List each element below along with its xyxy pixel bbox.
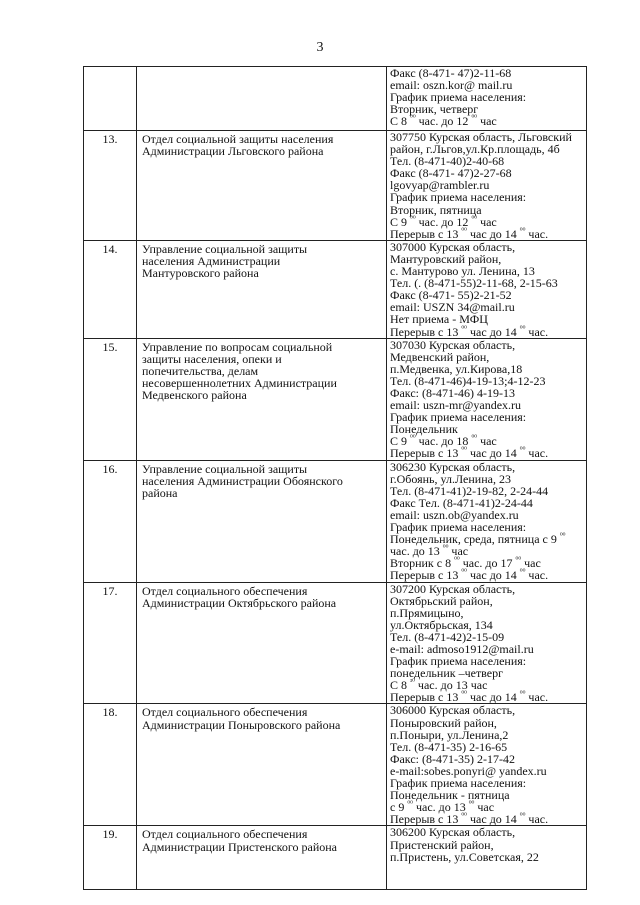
organization-name-line: Отдел социального обеспечения (142, 705, 308, 720)
contact-info-line: п.Прямицыно, (390, 605, 464, 620)
contact-info-line: Факс: (8-471-35) 2-17-42 (390, 751, 515, 766)
contact-info-line: Перерыв с 13 $^{^{00}}$ час до 14 $^{^{00}}$ час. (390, 324, 549, 339)
organization-name-line: Администрации Пристенского района (142, 839, 338, 854)
contact-info-line: 307000 Курская область, (390, 239, 516, 254)
contact-info-line: п.Медвенка, ул.Кирова,18 (390, 361, 523, 376)
organization-name (137, 826, 387, 890)
contact-info-line: Перерыв с 13 $^{^{00}}$ час до 14 $^{^{00}}$ час. (390, 226, 549, 241)
row-number (84, 67, 137, 131)
contact-info-line: Вторник с 8 $^{^{00}}$ час. до 17 $^{^{00}}$ час (390, 556, 541, 571)
contact-info-line: 307750 Курская область, Льговский (390, 130, 572, 144)
organization-name-line: Администрации Льговского района (142, 144, 324, 159)
contact-info (387, 826, 587, 890)
contact-info-line: e-mail:sobes.ponyri@ yandex.ru (390, 763, 547, 778)
contact-info-line: с. Мантурово ул. Ленина, 13 (390, 264, 535, 279)
contact-info-line: Факс Тел. (8-471-41)2-24-44 (390, 495, 533, 510)
contact-info (387, 240, 587, 338)
contact-info (387, 338, 587, 460)
organization-name-line: несовершеннолетних Администрации (142, 375, 337, 390)
table-row (84, 67, 587, 131)
contact-info (387, 704, 587, 826)
contact-info-line: Тел. (. (8-471-55)2-11-68, 2-15-63 (390, 276, 558, 291)
row-number: 16. (84, 460, 137, 582)
organization-name-line: района (142, 485, 178, 500)
row-number: 13. (84, 131, 137, 241)
row-number: 18. (84, 704, 137, 826)
contact-info-line: email: uszn-mr@yandex.ru (390, 398, 522, 413)
contact-info-line: Пристенский район, (390, 837, 494, 852)
contact-info-line: С 8 $^{^{00}}$ час. до 12 $^{^{00}}$ час (390, 114, 497, 129)
contact-info-line: г.Обоянь, ул.Ленина, 23 (390, 471, 511, 486)
table-row (84, 338, 587, 460)
contact-info-line: Перерыв с 13 $^{^{00}}$ час до 14 $^{^{00}}$ час. (390, 446, 549, 461)
organization-name-line: населения Администрации Обоянского (142, 473, 343, 488)
organization-name (137, 582, 387, 704)
contact-info-line: Мантуровский район, (390, 251, 502, 266)
contact-info-line: Октябрьский район, (390, 593, 493, 608)
contact-info-line: 306200 Курская область, (390, 825, 516, 840)
table-row (84, 240, 587, 338)
contact-info-line: email: oszn.kor@ mail.ru (390, 78, 513, 93)
organization-name-line: Медвенского района (142, 387, 247, 402)
contact-info-line: email: USZN 34@mail.ru (390, 300, 515, 315)
contact-info-line: График приема населения: (390, 410, 527, 425)
organization-name-line: защиты населения, опеки и (142, 351, 282, 366)
contact-info-line: п.Пристень, ул.Советская, 22 (390, 849, 539, 864)
row-number: 14. (84, 240, 137, 338)
contact-info (387, 582, 587, 704)
contact-info-line: С 9 $^{^{00}}$ час. до 12 $^{^{00}}$ час (390, 214, 497, 229)
organization-name (137, 704, 387, 826)
organization-name-line: Администрации Поныровского района (142, 717, 341, 732)
organization-name (137, 338, 387, 460)
contact-info-line: час. до 13 $^{^{00}}$ час (390, 544, 469, 559)
contact-info-line: Понедельник, среда, пятница с 9 $^{^{00}}$ (390, 532, 566, 547)
contact-info-line: Медвенский район, (390, 349, 490, 364)
row-number: 15. (84, 338, 137, 460)
organization-name-line: попечительства, делам (142, 363, 259, 378)
contact-info-line: Перерыв с 13 $^{^{00}}$ час до 14 $^{^{00}}$ час. (390, 568, 549, 583)
page-number: 3 (316, 40, 324, 55)
organization-name-line: Управление социальной защиты (142, 241, 308, 256)
organization-name (137, 131, 387, 241)
contact-info (387, 67, 587, 131)
organization-name-line: Управление по вопросам социальной (142, 339, 333, 354)
contact-info-line: График приема населения: (390, 520, 527, 535)
table-row (84, 131, 587, 241)
organization-name-line: Управление социальной защиты (142, 461, 308, 476)
organization-name-line: Отдел социальной защиты населения (142, 132, 334, 146)
contact-info-line: Тел. (8-471-46)4-19-13;4-12-23 (390, 373, 546, 388)
contact-info-line: Нет приема - МФЦ (390, 312, 488, 327)
contact-info-line: Тел. (8-471-42)2-15-09 (390, 629, 505, 644)
organization-name-line: населения Администрации (142, 253, 281, 268)
contact-info-line: Тел. (8-471-35) 2-16-65 (390, 739, 508, 754)
contact-info-line: Перерыв с 13 $^{^{00}}$ час до 14 $^{^{00}}$ час. (390, 812, 549, 827)
organization-name (137, 460, 387, 582)
table-row (84, 704, 587, 826)
contact-info-line: Вторник, четверг (390, 102, 479, 117)
contact-info-line: График приема населения: (390, 90, 527, 105)
contact-info-line: С 9 $^{^{00}}$ час. до 18 $^{^{00}}$ час (390, 434, 497, 449)
organization-name-line: Отдел социального обеспечения (142, 583, 308, 598)
contact-info-line: График приема населения: (390, 776, 527, 791)
organization-name (137, 67, 387, 131)
row-number: 19. (84, 826, 137, 890)
contact-info (387, 460, 587, 582)
contact-info-line: Факс (8-471- 47)2-11-68 (390, 66, 512, 80)
contact-info-line: с 9 $^{^{00}}$ час. до 13 $^{^{00}}$ час (390, 800, 495, 815)
contact-info-line: 307200 Курская область, (390, 581, 516, 596)
contact-info-line: район, г.Льгов,ул.Кр.площадь, 4б (390, 142, 560, 157)
contact-info-line: График приема населения: (390, 190, 527, 205)
contact-info-line: Понедельник - пятница (390, 788, 510, 803)
contact-info-line: Тел. (8-471-40)2-40-68 (390, 154, 505, 169)
table-row (84, 826, 587, 890)
contact-info-line: С 8 $^{^{30}}$ час. до 13 час (390, 678, 488, 693)
contacts-table-body (84, 67, 587, 890)
contact-info (387, 131, 587, 241)
contact-info-line: п.Поныри, ул.Ленина,2 (390, 727, 509, 742)
organization-name (137, 240, 387, 338)
contact-info-line: Факс (8-471- 55)2-21-52 (390, 288, 512, 303)
contact-info-line: понедельник –четверг (390, 666, 504, 681)
row-number: 17. (84, 582, 137, 704)
contact-info-line: ул.Октябрьская, 134 (390, 617, 493, 632)
organization-name-line: Мантуровского района (142, 266, 259, 281)
contact-info-line: Факс: (8-471-46) 4-19-13 (390, 385, 515, 400)
contact-info-line: График приема населения: (390, 654, 527, 669)
contact-info-line: e-mail: admoso1912@mail.ru (390, 642, 534, 656)
contact-info-line: Факс (8-471- 47)2-27-68 (390, 166, 512, 181)
organization-name-line: Отдел социального обеспечения (142, 827, 308, 842)
contact-info-line: lgovyap@rambler.ru (390, 178, 490, 193)
contact-info-line: Перерыв с 13 $^{^{00}}$ час до 14 $^{^{00}}$ час. (390, 690, 549, 705)
contact-info-line: 306000 Курская область, (390, 703, 516, 718)
contact-info-line: Поныровский район, (390, 715, 497, 730)
table-row (84, 582, 587, 704)
table-row (84, 460, 587, 582)
organization-name-line: Администрации Октябрьского района (142, 595, 337, 610)
contact-info-line: 306230 Курская область, (390, 459, 516, 474)
contact-info-line: Вторник, пятница (390, 202, 482, 217)
contacts-table (83, 66, 587, 890)
contact-info-line: Понедельник (390, 422, 458, 437)
contact-info-line: 307030 Курская область, (390, 337, 516, 352)
contact-info-line: Тел. (8-471-41)2-19-82, 2-24-44 (390, 483, 549, 498)
contact-info-line: email: uszn.ob@yandex.ru (390, 507, 519, 522)
